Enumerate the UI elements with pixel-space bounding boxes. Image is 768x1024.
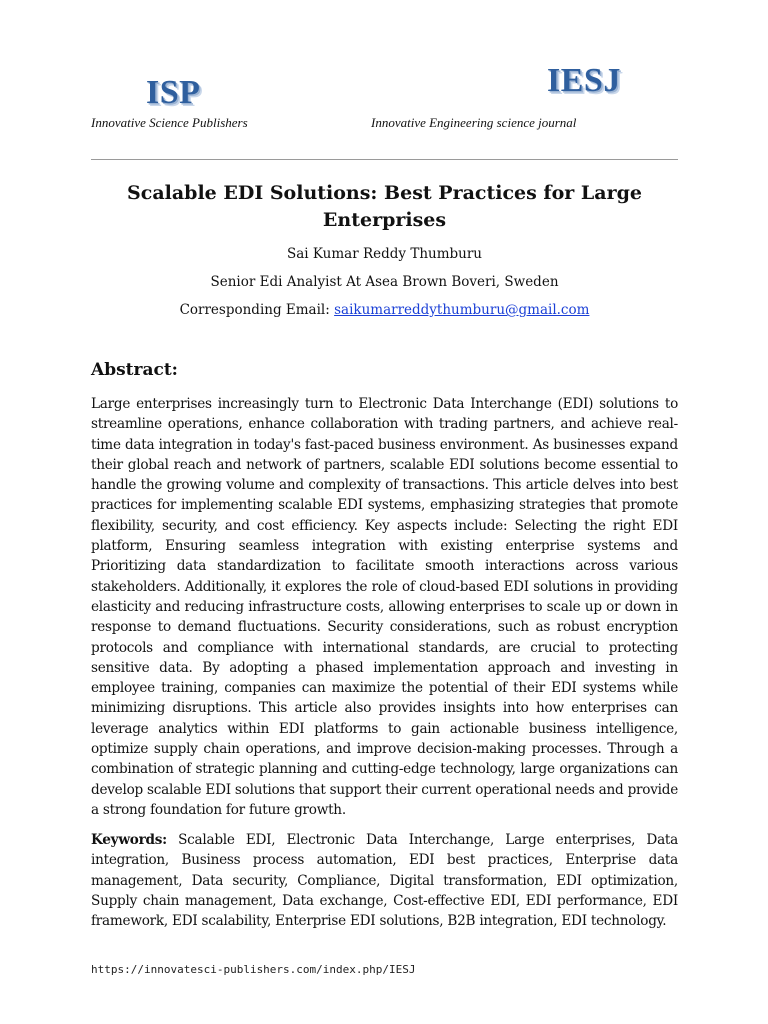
email-link[interactable]: saikumarreddythumburu@gmail.com	[334, 302, 590, 318]
footer-url[interactable]: https://innovatesci-publishers.com/index.php/IESJ	[91, 963, 416, 976]
keywords-list: Scalable EDI, Electronic Data Interchange, Large enterprises, Data integration, Business process automation, EDI best practices, Enterprise data management, Data security, Compliance, Digital transformation, EDI optimization, Supply chain management, Data exchange, Cost-effective EDI, EDI performance, EDI framework, EDI scalability, Enterprise EDI solutions, B2B integration, EDI technology.	[91, 832, 678, 930]
iesj-logo: IESJ	[547, 62, 621, 99]
email-label: Corresponding Email:	[179, 302, 330, 318]
keywords-paragraph	[91, 830, 678, 931]
isp-logo: ISP	[146, 74, 201, 111]
abstract-heading: Abstract:	[91, 360, 178, 380]
paper-title: Scalable EDI Solutions: Best Practices for Large Enterprises	[127, 182, 642, 231]
right-journal-name: Innovative Engineering science journal	[371, 115, 577, 130]
left-publisher-name: Innovative Science Publishers	[91, 115, 248, 130]
keywords-label: Keywords:	[91, 832, 167, 848]
corresponding-email-line	[91, 302, 678, 318]
author-affiliation: Senior Edi Analyist At Asea Brown Boveri, Sweden	[210, 274, 559, 290]
abstract-body: Large enterprises increasingly turn to Electronic Data Interchange (EDI) solutions to streamline operations, enhance collaboration with trading partners, and achieve real-time data integration in today's fast-paced business environment. As businesses expand their global reach and network of partners, scalable EDI solutions become essential to handle the growing volume and complexity of transactions. This article delves into best practices for implementing scalable EDI systems, emphasizing strategies that promote flexibility, security, and cost efficiency. Key aspects include: Selecting the right EDI platform, Ensuring seamless integration with existing enterprise systems and Prioritizing data standardization to facilitate smooth interactions across various stakeholders. Additionally, it explores the role of cloud-based EDI solutions in providing elasticity and reducing infrastructure costs, allowing enterprises to scale up or down in response to demand fluctuations. Security considerations, such as robust encryption protocols and compliance with international standards, are crucial to protecting sensitive data. By adopting a phased implementation approach and investing in employee training, companies can maximize the potential of their EDI systems while minimizing disruptions. This article also provides insights into how enterprises can leverage analytics within EDI platforms to gain actionable business intelligence, optimize supply chain operations, and improve decision-making processes. Through a combination of strategic planning and cutting-edge technology, large organizations can develop scalable EDI solutions that support their current operational needs and provide a strong foundation for future growth.	[91, 396, 678, 818]
header-divider	[91, 159, 678, 160]
author-name: Sai Kumar Reddy Thumburu	[286, 246, 483, 262]
